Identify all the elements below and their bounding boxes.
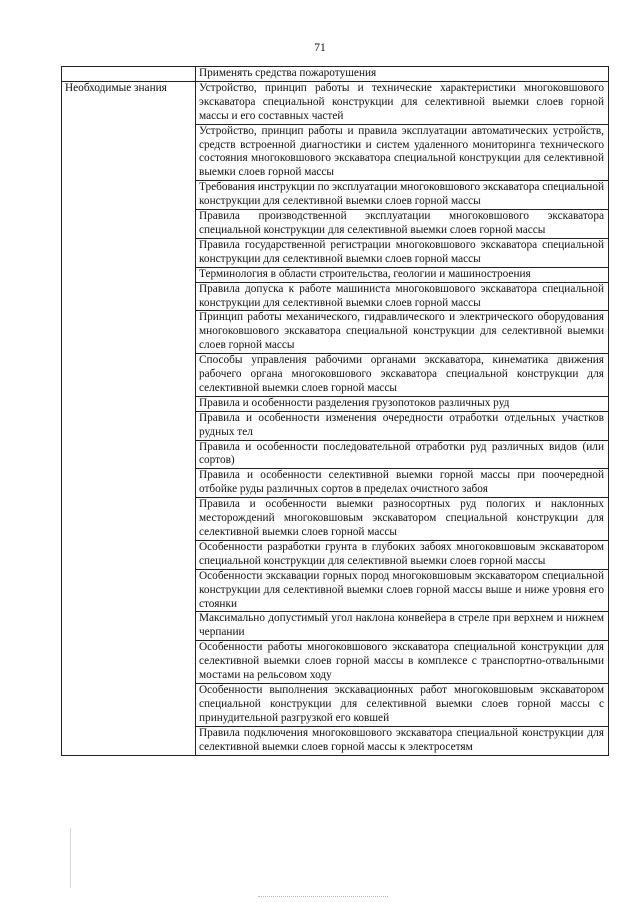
row-label-empty [62,67,196,82]
knowledge-item: Особенности выполнения экскавационных работ многоковшовым экскаватором специальной конструкции для селективной выемки слоев горной массы с принудительной разгрузкой его ковшей [196,683,609,726]
knowledge-item: Требования инструкции по эксплуатации многоковшового экскаватора специальной конструкции для селективной выемки слоев горной массы [196,181,609,210]
knowledge-item: Особенности экскавации горных пород многоковшовым экскаватором специальной конструкции для селективной выемки слоев горной массы выше и ниже уровня его стоянки [196,569,609,612]
knowledge-item: Правила и особенности изменения очередности отработки отдельных участков рудных тел [196,411,609,440]
knowledge-item: Принцип работы механического, гидравлического и электрического оборудования многоковшового экскаватора специальной конструкции для селективной выемки слоев горной массы [196,311,609,354]
knowledge-item: Правила и особенности последовательной отработки руд различных видов (или сортов) [196,440,609,469]
knowledge-item: Правила и особенности выемки разносортных руд пологих и наклонных месторождений многоковшовым экскаватором специальной конструкции для селективной выемки слоев горной массы [196,498,609,541]
row-text: Применять средства пожаротушения [196,67,609,82]
knowledge-item: Правила государственной регистрации многоковшового экскаватора специальной конструкции для селективной выемки слоев горной массы [196,238,609,267]
knowledge-item: Правила производственной эксплуатации многоковшового экскаватора специальной конструкции для селективной выемки слоев горной массы [196,210,609,239]
knowledge-item: Правила и особенности разделения грузопотоков различных руд [196,396,609,411]
knowledge-item: Терминология в области строительства, геологии и машиностроения [196,267,609,282]
knowledge-item: Правила подключения многоковшового экскаватора специальной конструкции для селективной выемки слоев горной массы к электросетям [196,726,609,755]
table-body [62,67,609,756]
table-row [62,81,609,124]
knowledge-item: Особенности работы многоковшового экскаватора специальной конструкции для селективной выемки слоев горной массы в комплексе с транспортно-отвальными мостами на рельсовом ходу [196,641,609,684]
competency-table [61,66,609,756]
knowledge-item: Устройство, принцип работы и правила эксплуатации автоматических устройств, средств встроенной диагностики и систем удаленного мониторинга технического состояния многоковшового экскаватора специальной конструкции для селективной выемки слоев горной массы [196,124,609,181]
page-number: 71 [314,42,326,54]
knowledge-item: Устройство, принцип работы и технические характеристики многоковшового экскаватора специальной конструкции для селективной выемки слоев горной массы и его составных частей [196,81,609,124]
knowledge-item: Особенности разработки грунта в глубоких забоях многоковшовым экскаватором специальной конструкции для селективной выемки слоев горной массы [196,540,609,569]
section-label: Необходимые знания [62,81,196,755]
knowledge-item: Правила допуска к работе машиниста многоковшового экскаватора специальной конструкции для селективной выемки слоев горной массы [196,282,609,311]
scan-artifact-line [70,828,71,888]
knowledge-item: Максимально допустимый угол наклона конвейера в стреле при верхнем и нижнем черпании [196,612,609,641]
scan-artifact-dots [258,896,388,898]
knowledge-item: Способы управления рабочими органами экскаватора, кинематика движения рабочего органа многоковшового экскаватора специальной конструкции для селективной выемки слоев горной массы [196,354,609,397]
table-row [62,67,609,82]
knowledge-item: Правила и особенности селективной выемки горной массы при поочередной отбойке руды различных сортов в пределах очистного забоя [196,469,609,498]
